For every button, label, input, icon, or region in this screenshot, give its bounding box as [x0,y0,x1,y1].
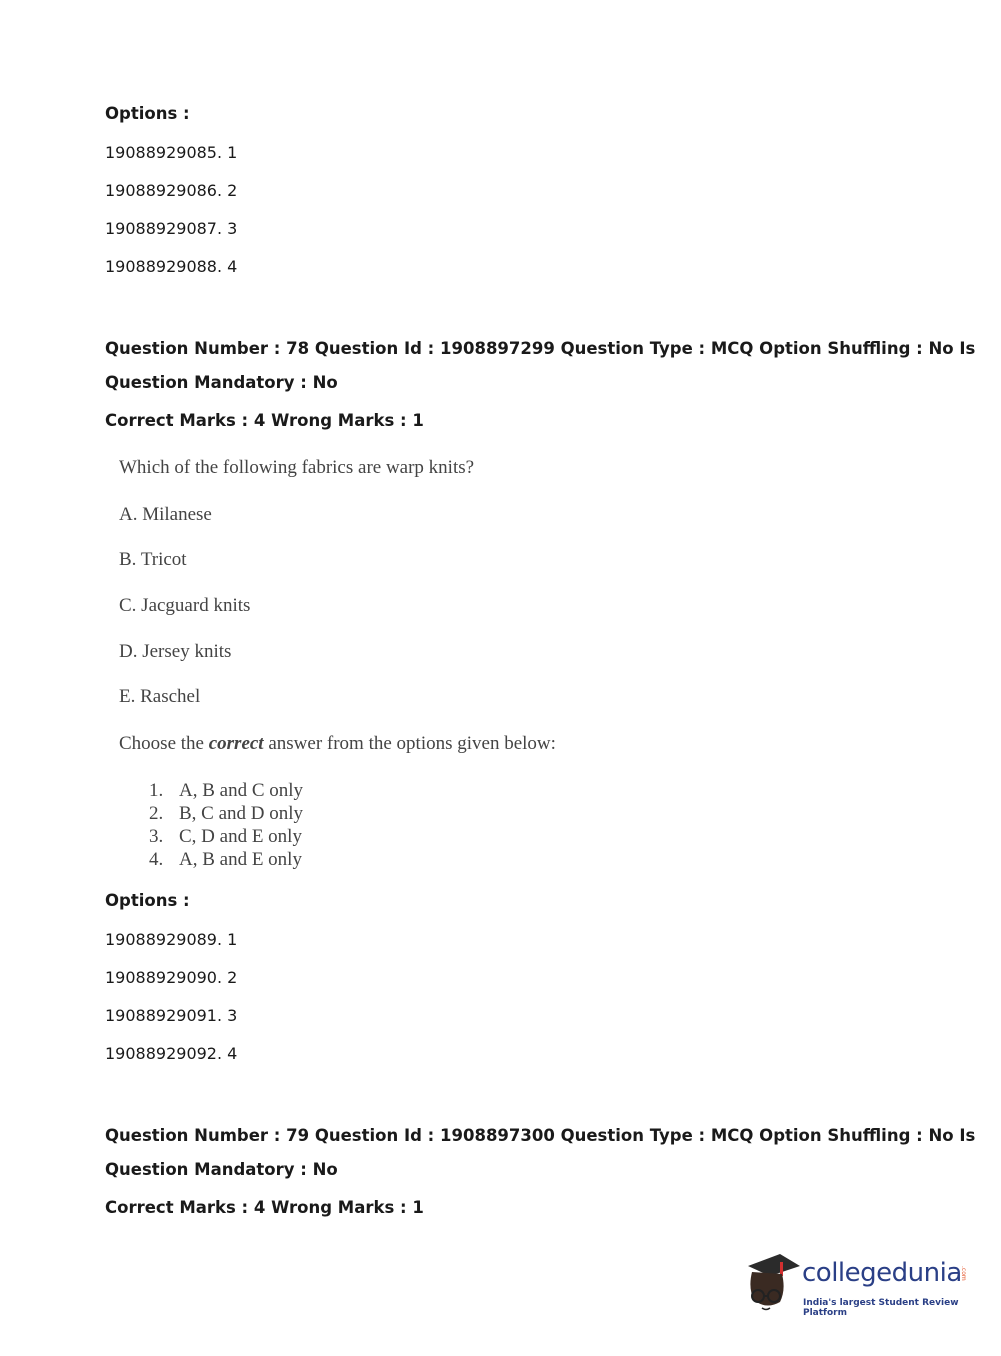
option-item: 19088929087. 3 [105,219,238,238]
logo-dotcom: .com [960,1266,967,1281]
question-marks: Correct Marks : 4 Wrong Marks : 1 [105,1198,424,1217]
option-item: 19088929088. 4 [105,257,238,276]
option-item: 19088929086. 2 [105,181,238,200]
question-mandatory: Question Mandatory : No [105,1160,338,1179]
collegedunia-logo [740,1248,970,1318]
question-header: Question Number : 79 Question Id : 1908897300 Question Type : MCQ Option Shuffling : No Is [105,1126,976,1145]
option-item: 19088929089. 1 [105,930,238,949]
statement-item: E. Raschel [119,686,201,707]
answer-item: 2. B, C and D only [149,803,304,824]
statement-item: B. Tricot [119,549,187,570]
option-item: 19088929090. 2 [105,968,238,987]
choose-instruction: Choose the correct answer from the options given below: [119,733,556,754]
answer-item: 4. A, B and E only [149,849,302,870]
option-item: 19088929091. 3 [105,1006,238,1025]
logo-wordmark: collegedunia [802,1258,962,1288]
statement-item: D. Jersey knits [119,641,232,662]
mascot-graduation-cap-icon [740,1248,802,1318]
options-label: Options : [105,104,190,123]
answer-item: 1. A, B and C only [149,780,304,801]
answer-list [149,779,303,871]
option-item: 19088929085. 1 [105,143,238,162]
question-marks: Correct Marks : 4 Wrong Marks : 1 [105,411,424,430]
options-label: Options : [105,891,190,910]
answer-item: 3. C, D and E only [149,826,302,847]
question-text: Which of the following fabrics are warp knits? [119,457,475,478]
question-mandatory: Question Mandatory : No [105,373,338,392]
statement-item: C. Jacguard knits [119,595,251,616]
question-header: Question Number : 78 Question Id : 1908897299 Question Type : MCQ Option Shuffling : No Is [105,339,976,358]
statement-item: A. Milanese [119,504,212,525]
option-item: 19088929092. 4 [105,1044,238,1063]
logo-tagline: India's largest Student Review Platform [803,1298,959,1318]
